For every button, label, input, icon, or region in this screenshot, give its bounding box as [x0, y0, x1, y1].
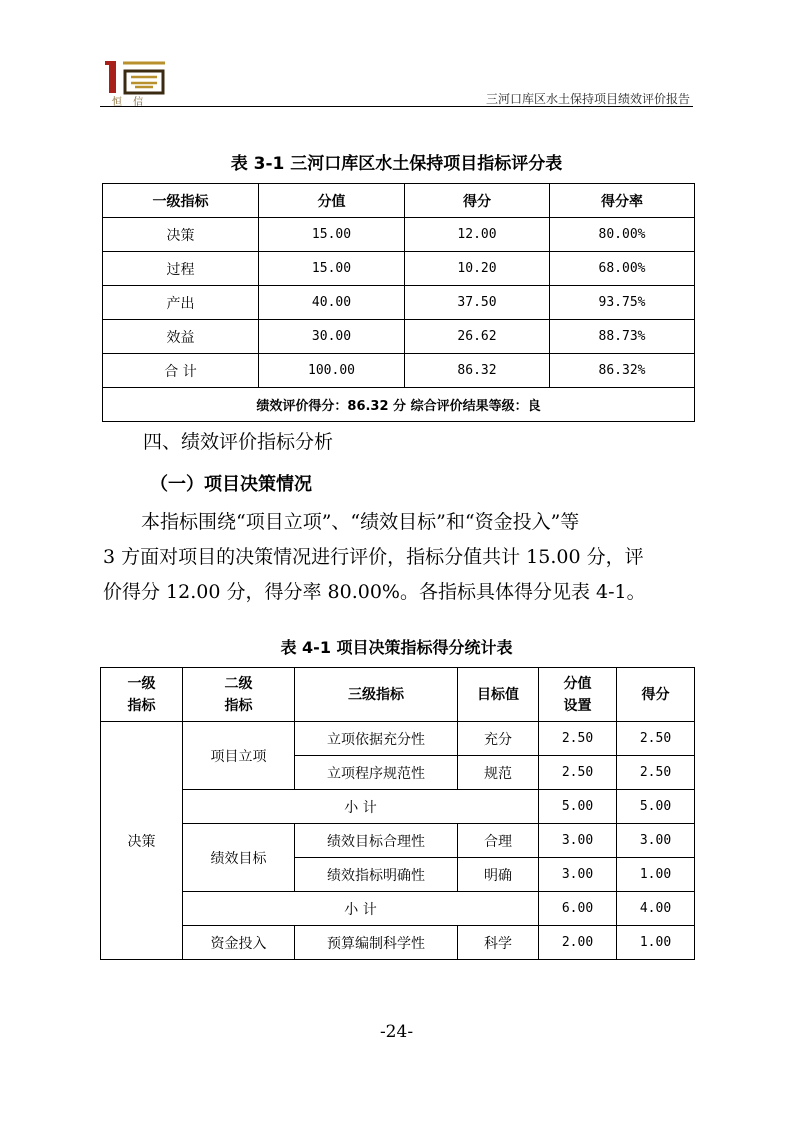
- cell-rate: 80.00%: [550, 218, 695, 252]
- cell-set: 2.50: [539, 756, 617, 790]
- table-4-1-caption: 表 4-1 项目决策指标得分统计表: [280, 638, 513, 657]
- header-text: 分值: [563, 675, 592, 692]
- header-rule: [100, 106, 693, 107]
- section-heading: 四、绩效评价指标分析: [143, 431, 334, 453]
- cell-indicator: 效益: [103, 320, 259, 354]
- cell-level1: 决策: [101, 722, 183, 960]
- cell-score: 2.50: [617, 756, 695, 790]
- cell-indicator: 立项程序规范性: [295, 756, 458, 790]
- evaluation-summary: 绩效评价得分：86.32 分 综合评价结果等级：良: [103, 388, 695, 422]
- header-level1: 一级指标: [103, 184, 259, 218]
- header-level2: [183, 668, 295, 722]
- cell-score: 86.32: [405, 354, 550, 388]
- cell-value: 15.00: [259, 252, 405, 286]
- header-text: 指标: [224, 697, 253, 714]
- table-row: [103, 286, 695, 320]
- cell-indicator: 绩效目标合理性: [295, 824, 458, 858]
- table-row: [103, 218, 695, 252]
- cell-value: 30.00: [259, 320, 405, 354]
- table-row-total: [103, 354, 695, 388]
- cell-level2: 项目立项: [183, 722, 295, 790]
- cell-rate: 93.75%: [550, 286, 695, 320]
- cell-score: 1.00: [617, 926, 695, 960]
- cell-value: 15.00: [259, 218, 405, 252]
- cell-value: 40.00: [259, 286, 405, 320]
- cell-target: 充分: [458, 722, 539, 756]
- cell-subtotal-label: 小 计: [183, 892, 539, 926]
- cell-score: 3.00: [617, 824, 695, 858]
- cell-score: 4.00: [617, 892, 695, 926]
- cell-target: 合理: [458, 824, 539, 858]
- page-number: -24-: [379, 1022, 414, 1042]
- header-text: 指标: [127, 697, 156, 714]
- cell-indicator: 立项依据充分性: [295, 722, 458, 756]
- cell-level2: 资金投入: [183, 926, 295, 960]
- cell-score: 2.50: [617, 722, 695, 756]
- table-subtotal-row: [101, 790, 695, 824]
- cell-indicator: 合 计: [103, 354, 259, 388]
- table-row: [103, 252, 695, 286]
- cell-rate: 86.32%: [550, 354, 695, 388]
- indicator-score-table: [102, 183, 695, 422]
- cell-score: 12.00: [405, 218, 550, 252]
- table-summary-row: [103, 388, 695, 422]
- table-row: [103, 320, 695, 354]
- header-score-rate: 得分率: [550, 184, 695, 218]
- body-paragraph: [103, 505, 693, 610]
- subsection-heading: （一）项目决策情况: [150, 474, 312, 495]
- header-level3: 三级指标: [295, 668, 458, 722]
- cell-target: 规范: [458, 756, 539, 790]
- cell-set: 6.00: [539, 892, 617, 926]
- paragraph-line: 本指标围绕“项目立项”、“绩效目标”和“资金投入”等: [141, 511, 580, 533]
- cell-set: 2.50: [539, 722, 617, 756]
- cell-set: 3.00: [539, 824, 617, 858]
- running-header-title: 三河口库区水土保持项目绩效评价报告: [485, 92, 690, 106]
- header-level1: [101, 668, 183, 722]
- cell-subtotal-label: 小 计: [183, 790, 539, 824]
- table-row: [101, 824, 695, 858]
- cell-rate: 68.00%: [550, 252, 695, 286]
- cell-indicator: 预算编制科学性: [295, 926, 458, 960]
- table-row: [101, 722, 695, 756]
- logo-text: 恒 信: [112, 97, 148, 108]
- cell-score: 37.50: [405, 286, 550, 320]
- header-text: 二级: [224, 675, 253, 692]
- cell-indicator: 过程: [103, 252, 259, 286]
- cell-score: 5.00: [617, 790, 695, 824]
- header-score: 得分: [617, 668, 695, 722]
- cell-indicator: 决策: [103, 218, 259, 252]
- table-header-row: [101, 668, 695, 722]
- cell-score: 26.62: [405, 320, 550, 354]
- table-row: [101, 926, 695, 960]
- cell-level2: 绩效目标: [183, 824, 295, 892]
- cell-value: 100.00: [259, 354, 405, 388]
- cell-rate: 88.73%: [550, 320, 695, 354]
- cell-target: 明确: [458, 858, 539, 892]
- header-text: 一级: [127, 675, 156, 692]
- header-score: 得分: [405, 184, 550, 218]
- table-header-row: [103, 184, 695, 218]
- paragraph-line: 价得分 12.00 分，得分率 80.00%。各指标具体得分见表 4-1。: [103, 581, 646, 603]
- header-text: 设置: [563, 697, 592, 714]
- header-target: 目标值: [458, 668, 539, 722]
- cell-score: 10.20: [405, 252, 550, 286]
- cell-indicator: 产出: [103, 286, 259, 320]
- cell-set: 2.00: [539, 926, 617, 960]
- cell-set: 3.00: [539, 858, 617, 892]
- cell-indicator: 绩效指标明确性: [295, 858, 458, 892]
- table-3-1-caption: 表 3-1 三河口库区水土保持项目指标评分表: [230, 154, 563, 174]
- header-score-value: 分值: [259, 184, 405, 218]
- cell-target: 科学: [458, 926, 539, 960]
- paragraph-line: 3 方面对项目的决策情况进行评价，指标分值共计 15.00 分，评: [103, 546, 644, 568]
- decision-indicator-table: [100, 667, 695, 960]
- table-subtotal-row: [101, 892, 695, 926]
- cell-set: 5.00: [539, 790, 617, 824]
- cell-score: 1.00: [617, 858, 695, 892]
- header-score-set: [539, 668, 617, 722]
